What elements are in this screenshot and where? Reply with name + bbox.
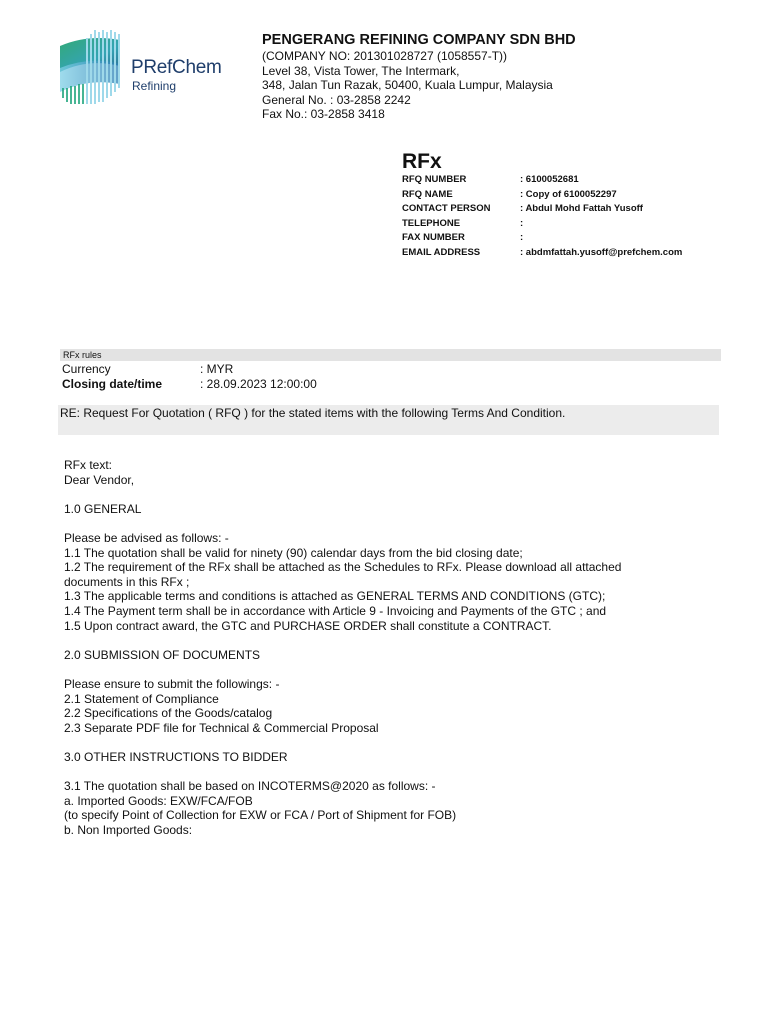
body-line: 2.2 Specifications of the Goods/catalog (64, 706, 273, 721)
rfx-field-row (402, 174, 682, 189)
section-heading-instructions: 3.0 OTHER INSTRUCTIONS TO BIDDER (64, 749, 288, 764)
rfx-title: RFx (402, 150, 442, 173)
fax-number-value: : (520, 232, 524, 244)
body-line (64, 764, 724, 779)
company-fax: Fax No.: 03-2858 3418 (262, 107, 385, 122)
body-line (64, 662, 724, 677)
section-heading-general: 1.0 GENERAL (64, 501, 142, 516)
currency-value: : MYR (200, 362, 234, 376)
body-line (64, 735, 724, 750)
rfx-field-row (402, 232, 682, 247)
re-subject-line: RE: Request For Quotation ( RFQ ) for the stated items with the following Terms And Condition. (58, 405, 719, 435)
rfx-field-row (402, 203, 682, 218)
rfq-number-value: : 6100052681 (520, 174, 579, 185)
rfq-number-label: RFQ NUMBER (402, 174, 467, 185)
body-line: a. Imported Goods: EXW/FCA/FOB (64, 793, 253, 808)
rfx-field-row (402, 247, 682, 262)
contact-person-label: CONTACT PERSON (402, 203, 491, 215)
rfx-fields-table (402, 174, 682, 262)
rfx-body-text (64, 458, 724, 837)
body-line: 2.1 Statement of Compliance (64, 691, 219, 706)
logo-subtitle: Refining (132, 79, 177, 93)
body-line: Please ensure to submit the followings: - (64, 676, 280, 691)
company-logo (58, 28, 233, 108)
rfq-name-value: : Copy of 6100052297 (520, 188, 617, 200)
body-line: 1.5 Upon contract award, the GTC and PURCHASE ORDER shall constitute a CONTRACT. (64, 618, 552, 633)
body-line: documents in this RFx ; (64, 574, 190, 589)
body-line: b. Non Imported Goods: (64, 822, 193, 837)
section-heading-submission: 2.0 SUBMISSION OF DOCUMENTS (64, 647, 261, 662)
body-line: 1.2 The requirement of the RFx shall be attached as the Schedules to RFx. Please download all attached (64, 560, 622, 575)
body-line: 1.3 The applicable terms and conditions is attached as GENERAL TERMS AND CONDITIONS (GTC); (64, 589, 606, 604)
body-line: 2.3 Separate PDF file for Technical & Commercial Proposal (64, 720, 379, 735)
company-address-1: Level 38, Vista Tower, The Intermark, (262, 63, 460, 78)
closing-date-value: : 28.09.2023 12:00:00 (200, 377, 317, 391)
body-line (64, 633, 724, 648)
company-reg-no: (COMPANY NO: 201301028727 (1058557-T)) (262, 49, 508, 63)
body-line: 3.1 The quotation shall be based on INCOTERMS@2020 as follows: - (64, 779, 436, 794)
rfx-rules-heading: RFx rules (60, 349, 721, 361)
rfx-info-block (402, 150, 682, 262)
email-address-value: : abdmfattah.yusoff@prefchem.com (520, 246, 683, 258)
telephone-value: : (520, 217, 524, 229)
body-line: 1.1 The quotation shall be valid for ninety (90) calendar days from the bid closing date; (64, 545, 523, 560)
currency-row (62, 362, 317, 377)
body-line: 1.4 The Payment term shall be in accordance with Article 9 - Invoicing and Payments of the GTC ; and (64, 603, 607, 618)
rfx-field-row (402, 218, 682, 233)
body-line (64, 516, 724, 531)
company-header (262, 32, 576, 122)
body-line: RFx text: (64, 458, 113, 472)
closing-date-label: Closing date/time (62, 377, 163, 391)
telephone-label: TELEPHONE (402, 217, 461, 229)
rfx-rules-section (62, 362, 317, 392)
logo-wordmark: PRefChem (131, 57, 222, 78)
body-line: (to specify Point of Collection for EXW or FCA / Port of Shipment for FOB) (64, 808, 457, 823)
currency-label: Currency (62, 362, 111, 376)
company-name: PENGERANG REFINING COMPANY SDN BHD (262, 32, 576, 48)
email-address-label: EMAIL ADDRESS (402, 246, 481, 258)
contact-person-value: : Abdul Mohd Fattah Yusoff (520, 203, 643, 215)
body-line: Dear Vendor, (64, 472, 135, 487)
body-line: Please be advised as follows: - (64, 530, 229, 545)
rfx-field-row (402, 189, 682, 204)
closing-date-row (62, 377, 317, 392)
rfq-name-label: RFQ NAME (402, 188, 453, 200)
fax-number-label: FAX NUMBER (402, 232, 465, 244)
prefchem-logo-icon (58, 28, 130, 108)
body-line (64, 487, 724, 502)
company-phone: General No. : 03-2858 2242 (262, 92, 411, 107)
company-address-2: 348, Jalan Tun Razak, 50400, Kuala Lumpur, Malaysia (262, 78, 553, 93)
